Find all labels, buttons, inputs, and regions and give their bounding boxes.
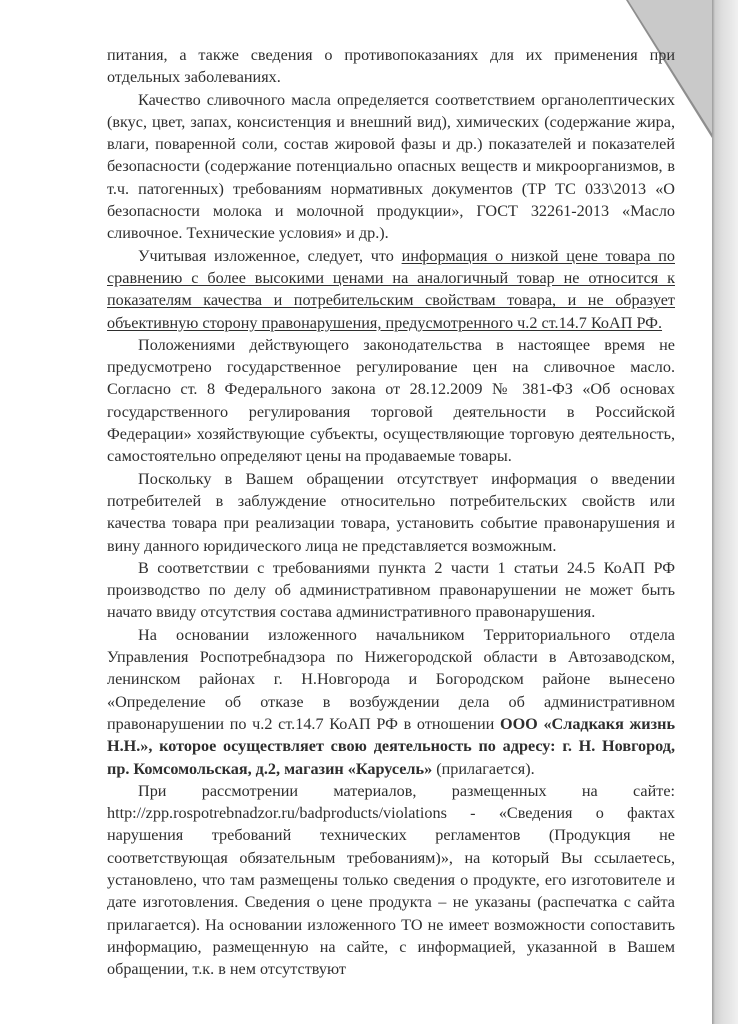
paragraph-koap-24-5: В соответствии с требованиями пункта 2 части 1 статьи 24.5 КоАП РФ производство по делу об административном правонарушении не может быть начато ввиду отсутствия состава административного правонарушения.: [107, 558, 675, 622]
paragraph-website-review: При рассмотрении материалов, размещенных на сайте: http://zpp.rospotrebnadzor.ru/badproducts/violations - «Сведения о фактах нарушения требований технических регламентов (Продукция не соответствующая обязательным требованиям)», на который Вы ссылаетесь, установлено, что там размещены только сведения о продукте, его изготовителе и дате изготовления. Сведения о цене продукта – не указаны (распечатка с сайта прилагается). На основании изложенного ТО не имеет возможности сопоставить информацию, размещенную на сайте, с информацией, указанной в Вашем обращении, т.к. в нем отсутствуют: [107, 781, 675, 979]
refusal-lead: На основании изложенного начальником Территориального отдела Управления Роспотребнадзора по Нижегородской области в Автозаводском, ленинском районах г. Н.Новгорода и Богородском районе вынесено «Определение об отказе в возбуждении дела об административном правонарушении по ч.2 ст.14.7 КоАП РФ в отношении: [107, 625, 675, 733]
scan-shadow-edge: [712, 0, 738, 1024]
paragraph-no-misleading-info: Поскольку в Вашем обращении отсутствует информация о введении потребителей в заблуждение относительно потребительских свойств или качества товара при реализации товара, установить событие правонарушения и вину данного юридического лица не представляется возможным.: [107, 469, 675, 555]
paragraph-price-conclusion: [107, 245, 675, 334]
company-name-address: ООО «Сладкакя жизнь Н.Н.», которое осуществляет свою деятельность по адресу: г. Н. Новгород, пр. Комсомольская, д.2, магазин «Карусель»: [107, 714, 676, 778]
paragraph-butter-quality: Качество сливочного масла определяется соответствием органолептических (вкус, цвет, запах, консистенция и внешний вид), химических (содержание жира, влаги, поваренной соли, состав жировой фазы и др.) показателей и показателей безопасности (содержание потенциально опасных веществ и микроорганизмов, в т.ч. патогенных) требованиям нормативных документов (ТР ТС 033\2013 «О безопасности молока и молочной продукции», ГОСТ 32261-2013 «Масло сливочное. Технические условия» и др.).: [107, 90, 675, 243]
conclusion-lead: Учитывая изложенное, следует, что: [138, 246, 402, 265]
refusal-tail: (прилагается).: [432, 759, 535, 778]
document-page: [107, 44, 675, 980]
paragraph-refusal-decision: [107, 624, 675, 780]
paragraph-contraindications: питания, а также сведения о противопоказаниях для их применения при отдельных заболеваниях.: [107, 46, 675, 87]
paragraph-price-regulation: Положениями действующего законодательства в настоящее время не предусмотрено государственное регулирование цен на сливочное масло. Согласно ст. 8 Федерального закона от 28.12.2009 № 381-ФЗ «Об основах государственного регулирования торговой деятельности в Российской Федерации» хозяйствующие субъекты, осуществляющие торговую деятельность, самостоятельно определяют цены на продаваемые товары.: [107, 335, 675, 466]
conclusion-underlined-text: информация о низкой цене товара по сравнению с более высокими ценами на аналогичный товар не относится к показателям качества и потребительским свойствам товара, и не образует объективную сторону правонарушения, предусмотренного ч.2 ст.14.7 КоАП РФ.: [107, 246, 675, 332]
